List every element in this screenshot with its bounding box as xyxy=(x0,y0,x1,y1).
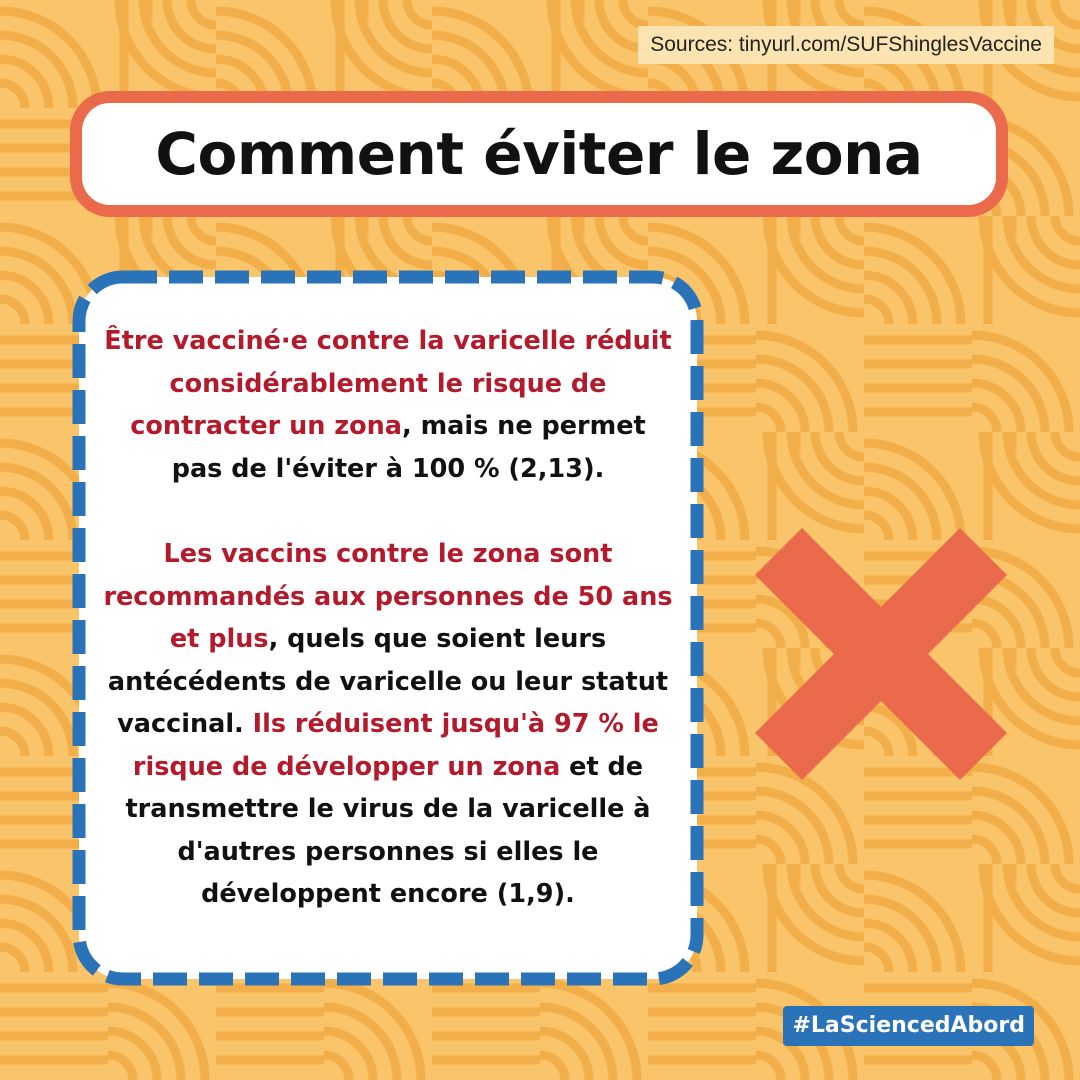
card-text xyxy=(102,320,674,916)
highlight-text: Ils réduisent jusqu'à 97 % le risque de développer un zona xyxy=(132,709,659,782)
info-card xyxy=(72,270,704,986)
x-icon xyxy=(755,528,1007,780)
sources-label: Sources: tinyurl.com/SUFShinglesVaccine xyxy=(638,26,1054,64)
body-text: et de transmettre le virus de la varicelle à d'autres personnes si elles le développent encore (1,9). xyxy=(125,751,651,909)
hashtag-badge: #LaSciencedAbord xyxy=(783,1006,1034,1046)
highlight-text: Être vacciné·e contre la varicelle réduit considérablement le risque de contracter un zona xyxy=(104,326,672,441)
highlight-text: Les vaccins contre le zona sont recommandés aux personnes de 50 ans et plus xyxy=(103,539,673,654)
paragraph-1 xyxy=(102,320,674,490)
paragraph-2 xyxy=(102,533,674,916)
body-text: , quels que soient leurs antécédents de varicelle ou leur statut vaccinal. xyxy=(107,624,669,739)
body-text: , mais ne permet pas de l'éviter à 100 % (2,13). xyxy=(171,411,646,484)
title-banner xyxy=(70,91,1008,217)
page-title: Comment éviter le zona xyxy=(155,120,923,188)
